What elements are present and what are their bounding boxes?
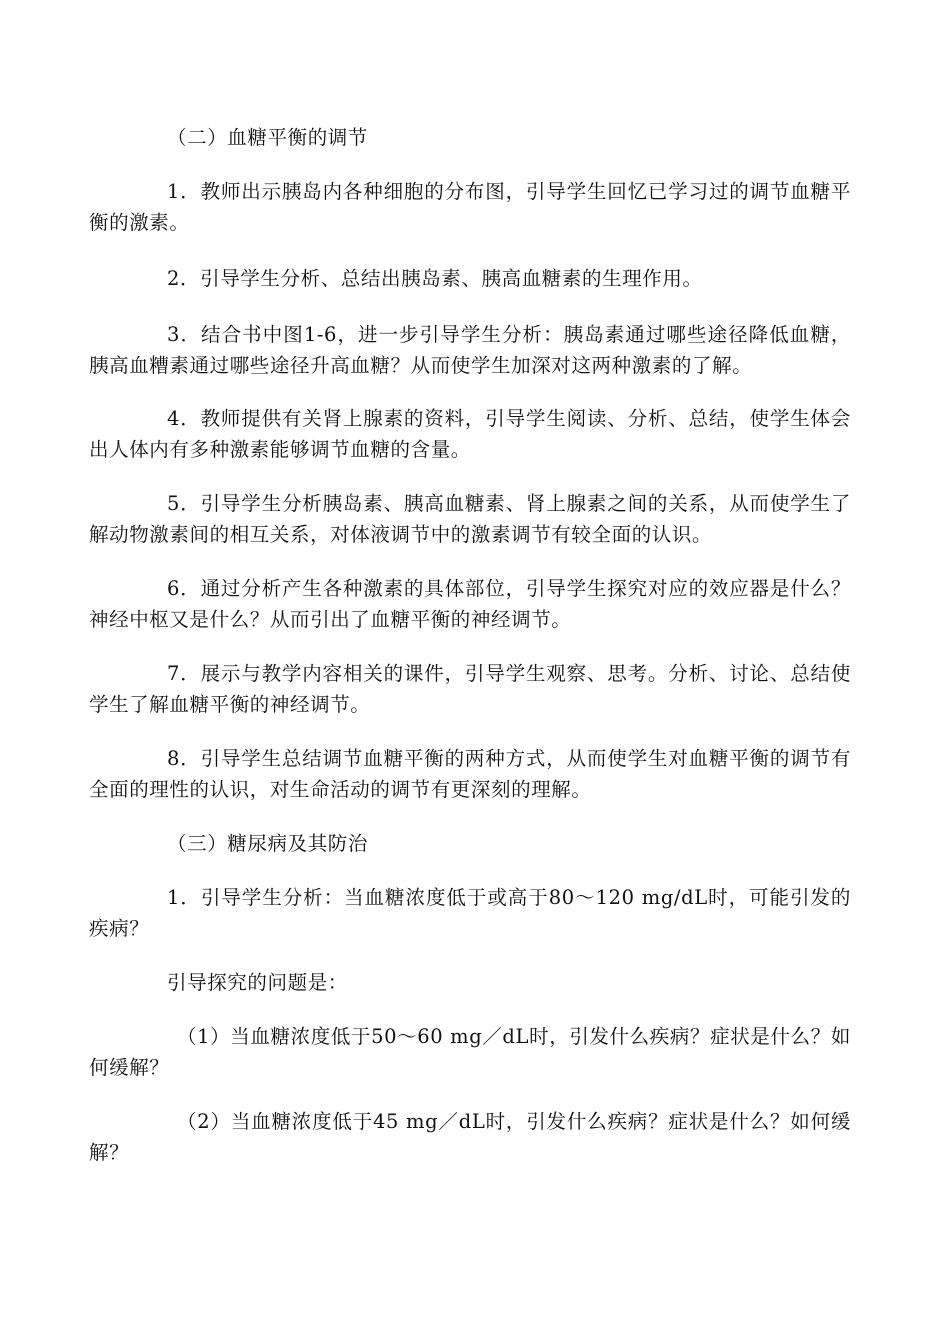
paragraph-item-3: 3．结合书中图1-6，进一步引导学生分析：胰岛素通过哪些途径降低血糖，胰高血糟素通过哪些途径升高血糖？从而使学生加深对这两种激素的了解。 [89, 323, 851, 377]
paragraph-item-5: 5．引导学生分析胰岛素、胰高血糖素、肾上腺素之间的关系，从而使学生了解动物激素间的相互关系，对体液调节中的激素调节有较全面的认识。 [89, 492, 851, 546]
document-page [89, 122, 851, 1168]
paragraph-subquestion-1: （1）当血糖浓度低于50～60 mg／dL时，引发什么疾病？症状是什么？如何缓解？ [89, 1025, 851, 1079]
paragraph-subquestion-2: （2）当血糖浓度低于45 mg／dL时，引发什么疾病？症状是什么？如何缓解？ [89, 1110, 851, 1164]
paragraph-item-4: 4．教师提供有关肾上腺素的资料，引导学生阅读、分析、总结，使学生体会出人体内有多种激素能够调节血糖的含量。 [89, 407, 851, 461]
paragraph-item-8: 8．引导学生总结调节血糖平衡的两种方式，从而使学生对血糖平衡的调节有全面的理性的认识，对生命活动的调节有更深刻的理解。 [89, 747, 851, 801]
paragraph-question-intro: 引导探究的问题是： [167, 971, 348, 994]
paragraph-item-7: 7．展示与教学内容相关的课件，引导学生观察、思考。分析、讨论、总结使学生了解血糖平衡的神经调节。 [89, 662, 851, 716]
section-heading-3: （三）糖尿病及其防治 [167, 832, 369, 855]
paragraph-question-1: 1．引导学生分析：当血糖浓度低于或高于80～120 mg/dL时，可能引发的疾病？ [89, 886, 851, 940]
paragraph-item-6: 6．通过分析产生各种激素的具体部位，引导学生探究对应的效应器是什么？神经中枢又是什么？从而引出了血糖平衡的神经调节。 [89, 577, 851, 631]
section-heading-2: （二）血糖平衡的调节 [167, 126, 369, 149]
paragraph-item-1: 1．教师出示胰岛内各种细胞的分布图，引导学生回忆已学习过的调节血糖平衡的激素。 [89, 180, 851, 234]
paragraph-item-2: 2．引导学生分析、总结出胰岛素、胰高血糖素的生理作用。 [167, 267, 703, 290]
